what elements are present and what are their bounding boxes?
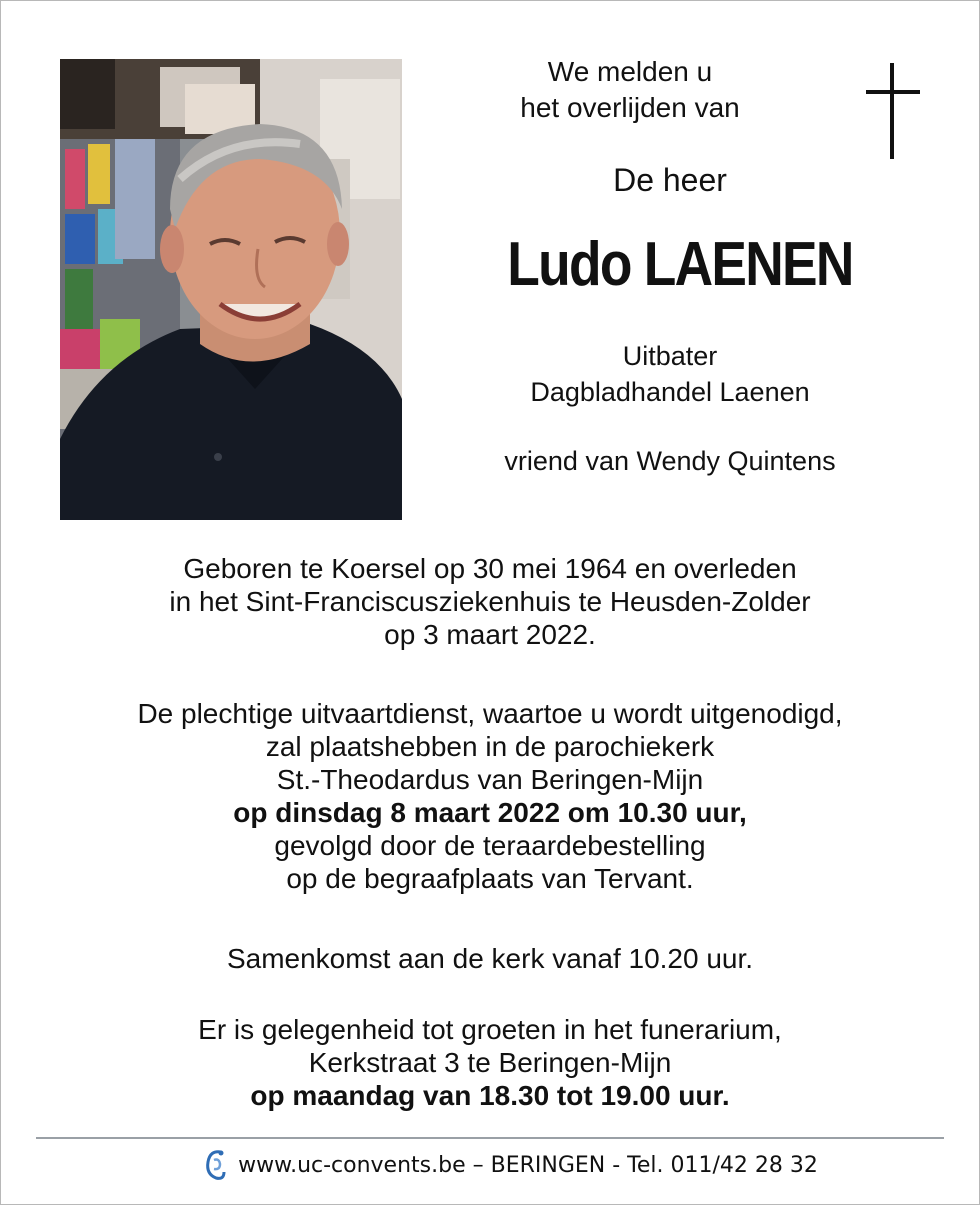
birth-line-1: Geboren te Koersel op 30 mei 1964 en overleden (183, 553, 797, 584)
footer-divider (36, 1137, 944, 1139)
visitation-block (40, 1013, 940, 1112)
funeral-line-6: op de begraafplaats van Tervant. (286, 863, 694, 894)
deceased-name: Ludo LAENEN (507, 230, 853, 299)
funeral-block (40, 697, 940, 895)
funeral-line-1: De plechtige uitvaartdienst, waartoe u wordt uitgenodigd, (137, 698, 843, 729)
footer-contact-text: www.uc-convents.be – BERINGEN - Tel. 011/42 28 32 (238, 1152, 818, 1178)
footer (160, 1148, 860, 1182)
intro-line-2: het overlijden van (520, 92, 740, 123)
funeral-line-3: St.-Theodardus van Beringen-Mijn (276, 764, 704, 795)
birth-line-3: op 3 maart 2022. (384, 619, 596, 650)
intro-line-1: We melden u (547, 56, 713, 87)
birth-line-2: in het Sint-Franciscusziekenhuis te Heusden-Zolder (169, 586, 811, 617)
birth-death-block (40, 552, 940, 651)
visitation-line-2: Kerkstraat 3 te Beringen-Mijn (308, 1047, 672, 1078)
visitation-datetime: op maandag van 18.30 tot 19.00 uur. (250, 1080, 730, 1111)
funeral-datetime: op dinsdag 8 maart 2022 om 10.30 uur, (233, 797, 747, 828)
partner-text: vriend van Wendy Quintens (504, 446, 836, 476)
cross-icon (862, 63, 922, 159)
visitation-line-1: Er is gelegenheid tot groeten in het funerarium, (198, 1014, 782, 1045)
gathering-text: Samenkomst aan de kerk vanaf 10.20 uur. (226, 943, 754, 974)
occupation-line-1: Uitbater (622, 341, 718, 371)
occupation (470, 338, 870, 410)
funeral-line-2: zal plaatshebben in de parochiekerk (265, 731, 715, 762)
salutation: De heer (613, 162, 727, 198)
uc-convents-logo-icon (202, 1148, 228, 1182)
intro-text (480, 54, 780, 126)
occupation-line-2: Dagbladhandel Laenen (530, 377, 810, 407)
portrait-photo (60, 59, 402, 520)
funeral-line-5: gevolgd door de teraardebestelling (274, 830, 706, 861)
